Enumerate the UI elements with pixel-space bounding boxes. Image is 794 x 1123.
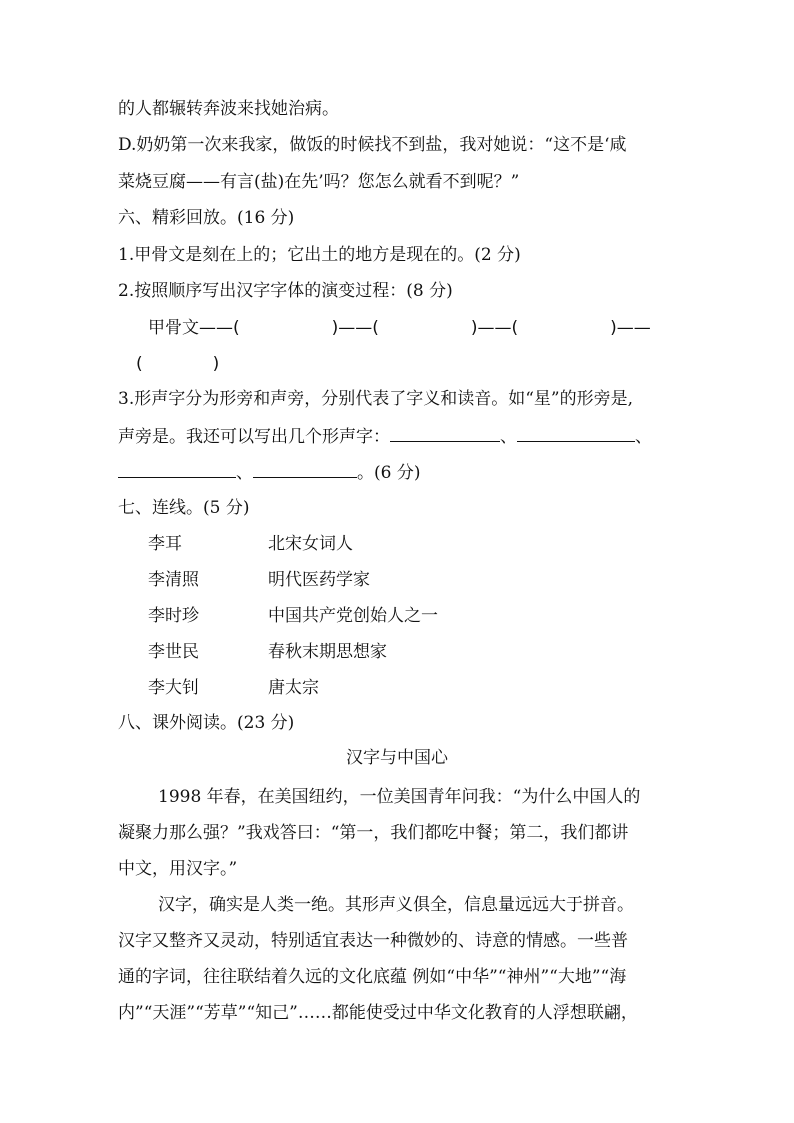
person-description: 中国共产党创始人之一 [268, 606, 438, 626]
question-2: 2.按照顺序写出汉字字体的演变过程：(8 分) [118, 281, 453, 301]
text-line: 的人都辗转奔波来找她治病。 [118, 99, 339, 119]
matching-row [148, 533, 353, 555]
person-name: 李清照 [148, 570, 199, 590]
matching-row [148, 677, 319, 699]
sequence-link-2: )——( [470, 318, 519, 338]
matching-row [148, 605, 438, 627]
paragraph-2-line-1: 汉字，确实是人类一绝。其形声义俱全，信息量远远大于拼音。 [158, 895, 634, 915]
section-seven-heading: 七、连线。(5 分) [118, 498, 250, 518]
paragraph-2-line-4: 内”“天涯”“芳草”“知己”……都能使受过中华文化教育的人浮想联翩， [118, 1003, 638, 1023]
answer-blank[interactable] [390, 425, 500, 442]
paragraph-1-line-3: 中文，用汉字。” [118, 859, 238, 879]
sequence-start: 甲骨文——( [148, 318, 240, 338]
question-3-line-3 [118, 461, 420, 484]
evolution-sequence [148, 317, 651, 339]
person-description: 北宋女词人 [268, 534, 353, 554]
person-description: 唐太宗 [268, 678, 319, 698]
matching-row [148, 641, 387, 663]
paragraph-2-line-3: 通的字词，往往联结着久远的文化底蕴 例如“中华”“神州”“大地”“海 [118, 967, 627, 987]
separator: 、 [500, 427, 517, 447]
question-3-line-2 [118, 425, 652, 448]
person-name: 李时珍 [148, 606, 199, 626]
slot-open: ( [136, 354, 143, 374]
separator: 、 [236, 463, 253, 483]
section-eight-heading: 八、课外阅读。(23 分) [118, 713, 295, 733]
person-name: 李世民 [148, 642, 199, 662]
paragraph-1-line-2: 凝聚力那么强？”我戏答曰：“第一，我们都吃中餐；第二，我们都讲 [118, 823, 629, 843]
question-1: 1.甲骨文是刻在上的；它出土的地方是现在的。(2 分) [118, 245, 521, 265]
slot-close: ) [212, 354, 220, 374]
person-name: 李大钊 [148, 678, 199, 698]
section-six-heading: 六、精彩回放。(16 分) [118, 208, 295, 228]
sequence-end: )—— [610, 318, 651, 338]
evolution-last-slot [136, 353, 219, 375]
person-description: 春秋末期思想家 [268, 642, 387, 662]
answer-blank[interactable] [118, 461, 236, 478]
question-3-score: 。(6 分) [357, 463, 421, 483]
person-description: 明代医药学家 [268, 570, 370, 590]
answer-blank[interactable] [517, 425, 635, 442]
option-d-line-1: D.奶奶第一次来我家，做饭的时候找不到盐，我对她说：“这不是‘咸 [118, 135, 627, 155]
paragraph-2-line-2: 汉字又整齐又灵动，特别适宜表达一种微妙的、诗意的情感。一些普 [118, 931, 628, 951]
sequence-link-1: )——( [331, 318, 379, 338]
question-3-text: 声旁是。我还可以写出几个形声字： [118, 427, 390, 447]
option-d-line-2: 菜烧豆腐——有言(盐)在先’吗？您怎么就看不到呢？” [118, 172, 520, 192]
paragraph-1-line-1: 1998 年春，在美国纽约，一位美国青年问我：“为什么中国人的 [158, 787, 641, 807]
reading-title: 汉字与中国心 [346, 748, 448, 768]
question-3-line-1: 3.形声字分为形旁和声旁，分别代表了字义和读音。如“星”的形旁是, [118, 389, 634, 409]
separator: 、 [635, 427, 652, 447]
answer-blank[interactable] [253, 461, 357, 478]
matching-row [148, 569, 370, 591]
person-name: 李耳 [148, 534, 182, 554]
